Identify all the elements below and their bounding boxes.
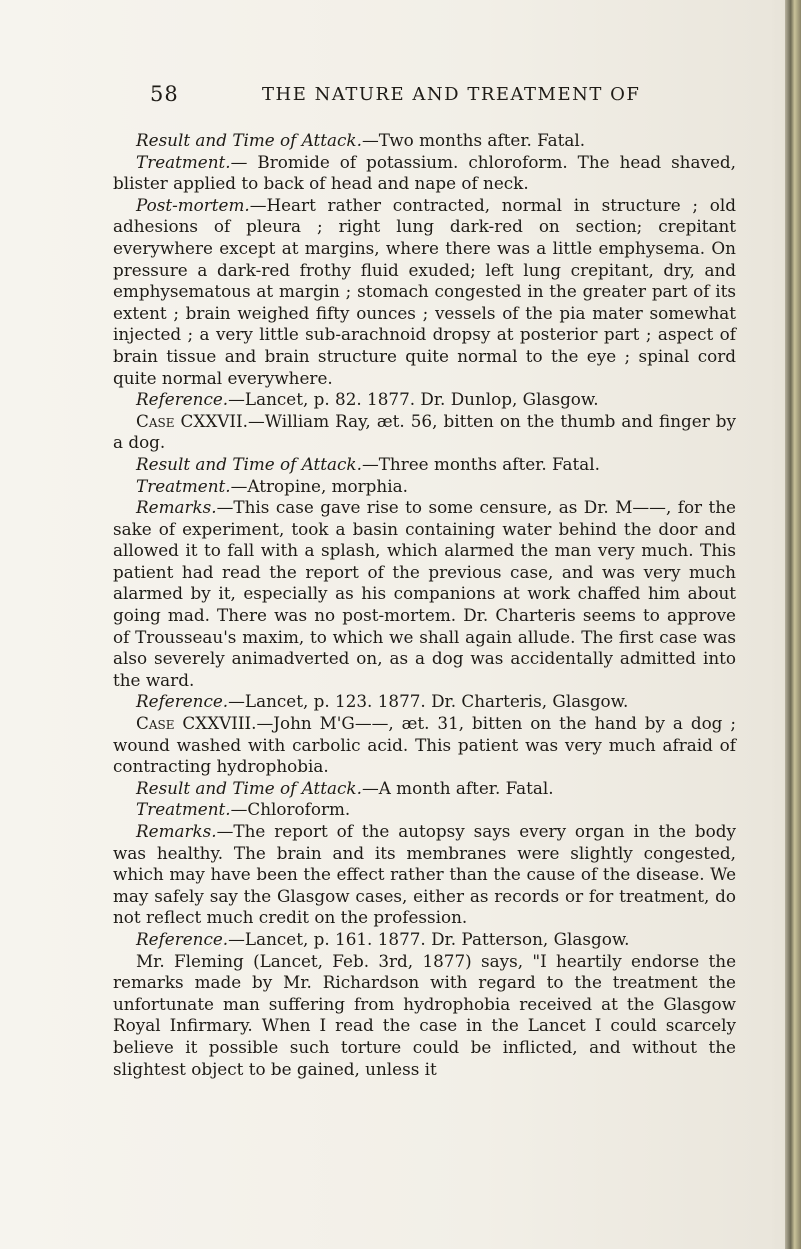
paragraph-body: —A month after. Fatal. (361, 777, 554, 798)
paragraph-body: Mr. Fleming (Lancet, Feb. 3rd, 1877) says, "I heartily endorse the remarks made by Mr. Richardson with regard to the treatment the unfortunate man suffering from hydrophobia received at the Glasgow Royal Infirmary. When I read the case in the Lancet I could scarcely believe it possible such torture could be inflicted, and without the slightest object to be gained, unless it (113, 950, 736, 1079)
case-heading: Case CXXVII. (136, 410, 248, 431)
paragraph-heading: Result and Time of Attack. (136, 130, 362, 150)
paragraph-body: —The report of the autopsy says every organ in the body was healthy. The brain and its membranes were slightly congested, which may have been the effect rather than the cause of the disease. We may safely say the Glasgow cases, either as records or for treatment, do not reflect much credit on the profession. (113, 821, 736, 928)
paragraph-body: — Bromide of potassium. chloroform. The head shaved, blister applied to back of head and nape of neck. (113, 151, 736, 194)
paragraph-heading: Result and Time of Attack. (136, 777, 362, 798)
paragraph (113, 799, 736, 821)
paragraph (113, 497, 736, 691)
paragraph-heading: Reference. (136, 928, 229, 949)
paragraph (113, 389, 736, 411)
paragraph-heading: Remarks. (136, 821, 217, 841)
running-head-title: THE NATURE AND TREATMENT OF (262, 84, 641, 105)
paragraph (113, 454, 736, 476)
paragraph (113, 152, 736, 195)
paragraph-body: —Chloroform. (230, 799, 351, 820)
paragraph (113, 691, 736, 713)
paragraph-heading: Post-mortem. (136, 194, 250, 215)
paragraph-body: —Heart rather contracted, normal in structure ; old adhesions of pleura ; right lung dark-red on section; crepitant everywhere except at margins, where there was a little emphysema. On pressure a dark-red frothy fluid exuded; left lung crepitant, dry, and emphysematous at margin ; stomach congested in the greater part of its extent ; brain weighed fifty ounces ; vessels of the pia mater somewhat injected ; a very little sub-arachnoid dropsy at posterior part ; aspect of brain tissue and brain structure quite normal to the eye ; spinal cord quite normal everywhere. (113, 194, 736, 388)
page-number: 58 (150, 82, 179, 106)
paragraph-heading: Remarks. (136, 497, 217, 518)
paragraph (113, 195, 736, 389)
paragraph (113, 821, 736, 929)
paragraph-body: —John M'G——, æt. 31, bitten on the hand by a dog ; wound washed with carbolic acid. This patient was very much afraid of contracting hydrophobia. (113, 713, 736, 777)
paragraph (113, 130, 736, 152)
paragraph (113, 929, 736, 951)
paragraph (113, 476, 736, 498)
paragraph (113, 411, 736, 454)
paragraph-body: —William Ray, æt. 56, bitten on the thumb and finger by a dog. (113, 410, 736, 453)
paragraph-heading: Treatment. (136, 475, 231, 496)
paragraph (113, 713, 736, 778)
paragraph-heading: Treatment. (136, 151, 231, 172)
paragraph-heading: Result and Time of Attack. (136, 453, 362, 474)
paragraph-heading: Reference. (136, 691, 229, 712)
paragraph-heading: Treatment. (136, 799, 231, 820)
paragraph-body: —Lancet, p. 82. 1877. Dr. Dunlop, Glasgow. (228, 389, 599, 410)
paragraph-body: —This case gave rise to some censure, as Dr. M——, for the sake of experiment, took a basin containing water behind the door and allowed it to fall with a splash, which alarmed the man very much. This patient had read the report of the previous case, and was very much alarmed by it, especially as his companions at work chaffed him about going mad. There was no post-mortem. Dr. Charteris seems to approve of Trousseau's maxim, to which we shall again allude. The first case was also severely animadverted on, as a dog was accidentally admitted into the ward. (113, 497, 736, 690)
paragraph-body: —Two months after. Fatal. (361, 130, 586, 150)
paragraph-body: —Lancet, p. 161. 1877. Dr. Patterson, Glasgow. (228, 928, 630, 949)
running-head (0, 82, 801, 112)
body-text (113, 130, 736, 1080)
paragraph (113, 951, 736, 1081)
page-edge (785, 0, 801, 1249)
paragraph-heading: Reference. (136, 389, 229, 410)
paragraph-body: —Three months after. Fatal. (361, 453, 600, 474)
paragraph-body: —Atropine, morphia. (230, 475, 408, 496)
paragraph (113, 778, 736, 800)
paragraph-body: —Lancet, p. 123. 1877. Dr. Charteris, Glasgow. (228, 691, 629, 712)
case-heading: Case CXXVIII. (136, 713, 257, 734)
